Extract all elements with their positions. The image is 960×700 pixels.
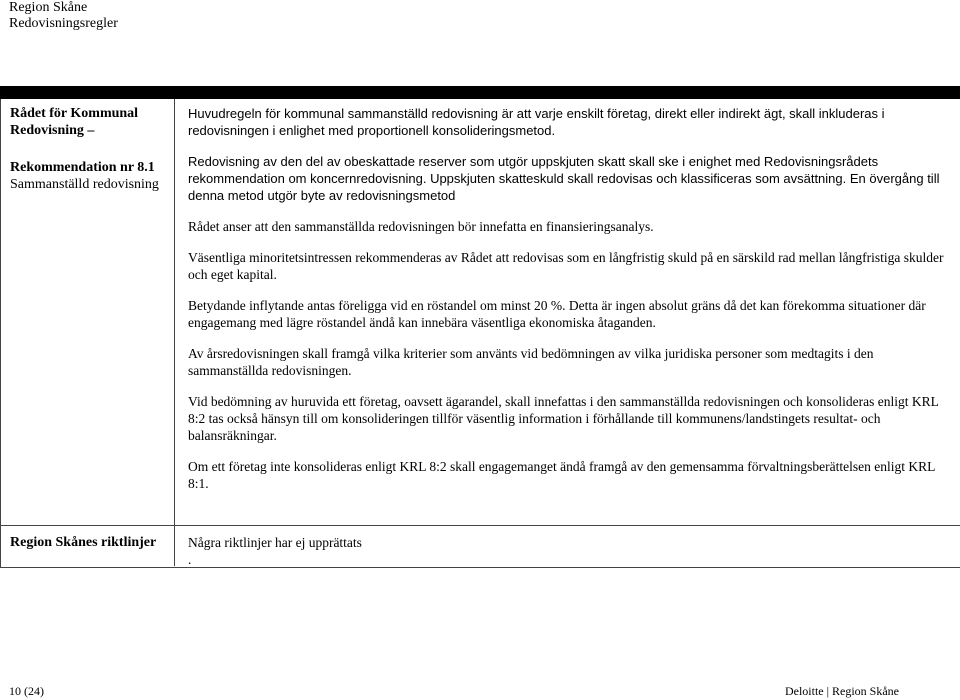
section-label bbox=[10, 105, 172, 193]
footer-brand: Deloitte | Region Skåne bbox=[784, 684, 899, 698]
paragraph: Väsentliga minoritetsintressen rekommenderas av Rådet att redovisas som en långfristig skuld på en särskild rad mellan långfristiga skulder och eget kapital. bbox=[188, 250, 944, 282]
table-header-bar bbox=[0, 86, 960, 99]
section-body bbox=[188, 105, 948, 506]
paragraph: Betydande inflytande antas föreligga vid en röstandel om minst 20 %. Detta är ingen absolut gräns då det kan förekomma situationer där engagemang med lägre röstandel ändå kan innebära väsentliga ekonomiska åtaganden. bbox=[188, 298, 926, 330]
paragraph: Redovisning av den del av obeskattade reserver som utgör uppskjuten skatt skall ske i enighet med Redovisningsrådets rekommendation om koncernredovisning. Uppskjuten skatteskuld skall redovisas och klassificeras som avsättning. En övergång till denna metod utgör byte av redovisningsmetod bbox=[188, 154, 940, 203]
document-header bbox=[9, 0, 118, 32]
recommendation-number: Rekommendation nr 8.1 bbox=[10, 160, 155, 175]
guidelines-trailing: . bbox=[188, 552, 192, 567]
guidelines-text: Några riktlinjer har ej upprättats bbox=[188, 535, 362, 550]
section-subtitle: Sammanställd redovisning bbox=[10, 177, 159, 192]
paragraph: Vid bedömning av huruvida ett företag, oavsett ägarandel, skall innefattas i den sammanställda redovisningen och konsolideras enligt KRL 8:2 tas också hänsyn till om konsolideringen tillför väsentlig information i förhållande till kommunens/landstingets resultat- och balansräkningar. bbox=[188, 394, 939, 443]
paragraph: Av årsredovisningen skall framgå vilka kriterier som använts vid bedömningen av vilka juridiska personer som medtagits i den sammanställda redovisningen. bbox=[188, 346, 874, 378]
header-org: Region Skåne bbox=[9, 0, 88, 15]
paragraph: Huvudregeln för kommunal sammanställd redovisning är att varje enskilt företag, direkt eller indirekt ägt, skall inkluderas i redovisningen i enlighet med proportionell konsolideringsmetod. bbox=[188, 106, 885, 138]
paragraph: Rådet anser att den sammanställda redovisningen bör innefatta en finansieringsanalys. bbox=[188, 219, 654, 234]
table-row bbox=[0, 99, 960, 525]
section-title: Rådet för Kommunal Redovisning – bbox=[10, 106, 139, 138]
header-doc-title: Redovisningsregler bbox=[9, 16, 118, 31]
guidelines-body bbox=[188, 534, 948, 568]
guidelines-label: Region Skånes riktlinjer bbox=[10, 535, 157, 550]
table-row bbox=[0, 525, 960, 568]
page-number: 10 (24) bbox=[9, 684, 44, 698]
column-divider bbox=[174, 99, 175, 566]
paragraph: Om ett företag inte konsolideras enligt KRL 8:2 skall engagemanget ändå framgå av den gemensamma förvaltningsberättelsen enligt KRL 8:1. bbox=[188, 459, 935, 491]
